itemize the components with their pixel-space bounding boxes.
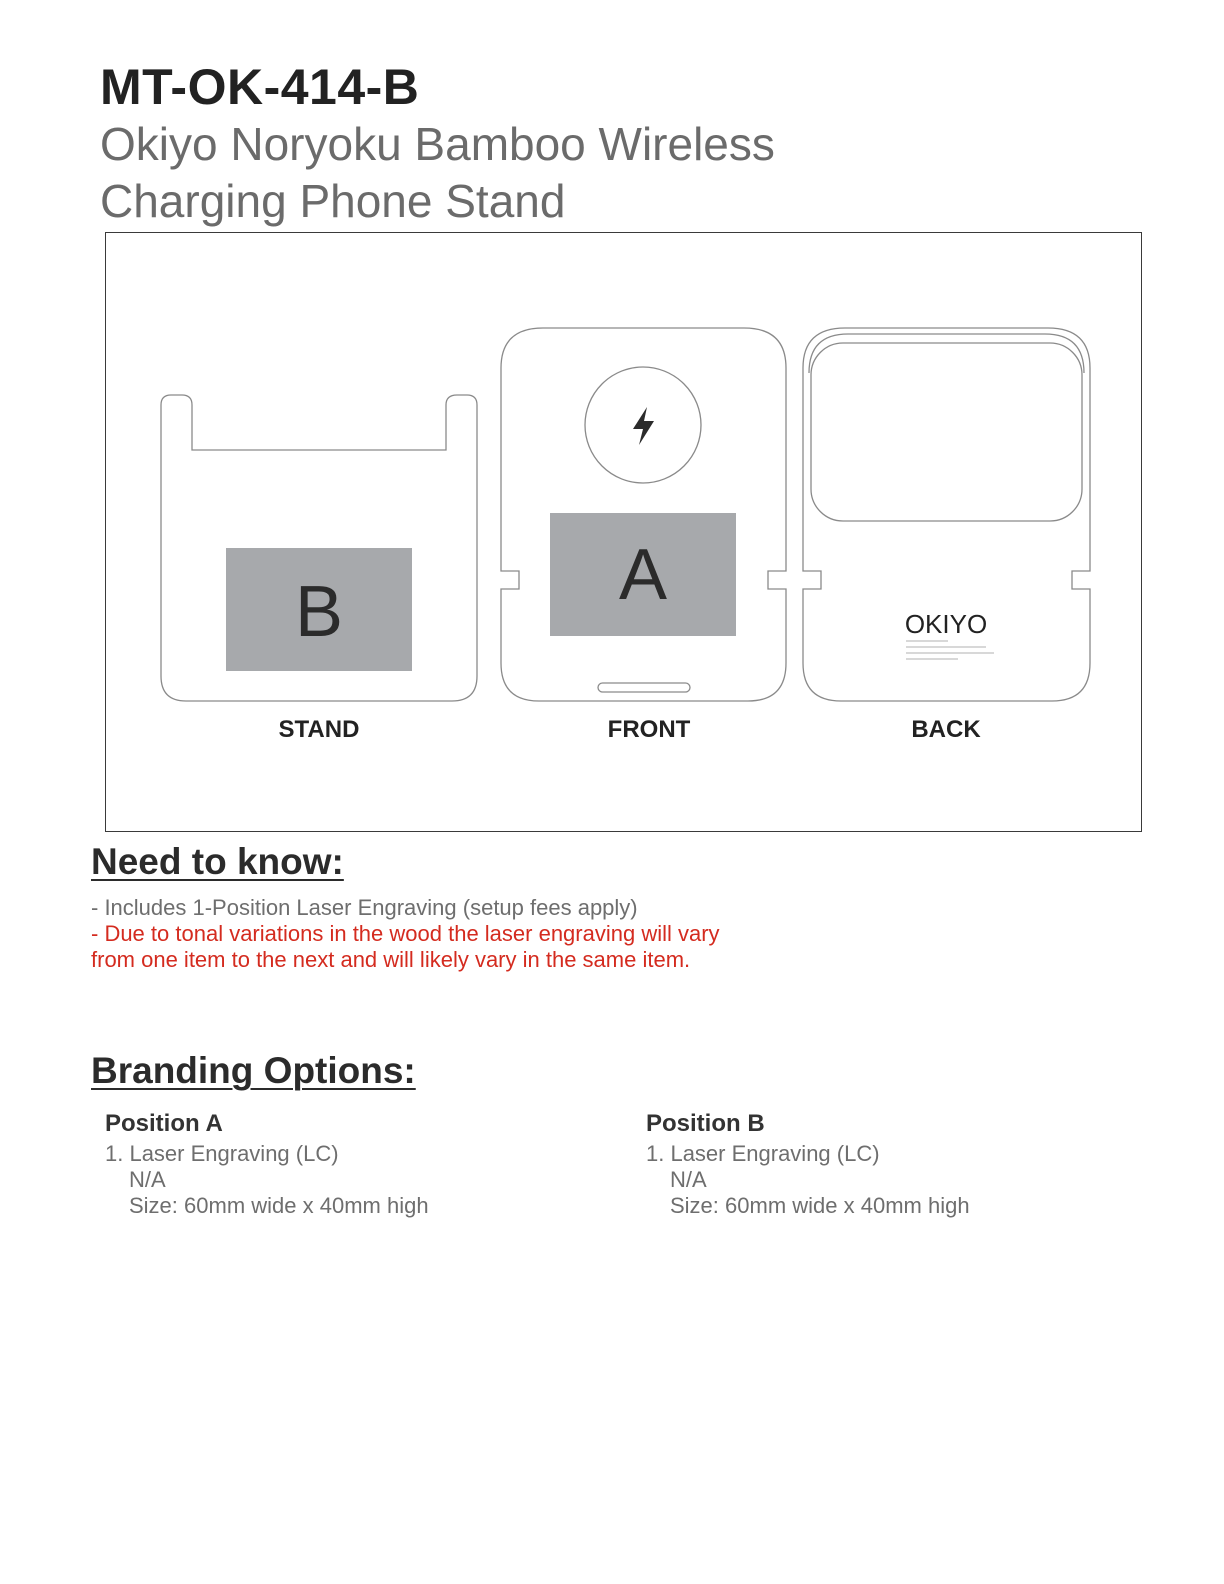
stand-view xyxy=(161,395,477,701)
back-view xyxy=(803,328,1090,701)
product-drawing-frame xyxy=(105,232,1142,832)
note-tonal-variation-line-1: - Due to tonal variations in the wood the laser engraving will vary xyxy=(91,921,720,946)
product-sku: MT-OK-414-B xyxy=(100,59,420,115)
back-brand-logo: OKIYO xyxy=(904,609,988,639)
branding-position-a xyxy=(105,1110,525,1219)
view-label-stand: STAND xyxy=(278,716,360,743)
view-label-front: FRONT xyxy=(607,716,691,743)
product-title-line-1: Okiyo Noryoku Bamboo Wireless xyxy=(100,118,775,170)
need-to-know-heading: Need to know: xyxy=(91,841,344,882)
position-a-title: Position A xyxy=(105,1110,223,1137)
back-inner-rim xyxy=(809,334,1084,373)
note-setup-fees: - Includes 1-Position Laser Engraving (setup fees apply) xyxy=(91,895,638,920)
branding-position-b xyxy=(646,1110,1066,1219)
front-view xyxy=(501,328,786,701)
position-b-colour: N/A xyxy=(670,1167,707,1192)
position-a-method: 1. Laser Engraving (LC) xyxy=(105,1141,339,1166)
position-a-colour: N/A xyxy=(129,1167,166,1192)
view-label-back: BACK xyxy=(911,716,981,743)
stand-slot xyxy=(598,683,690,692)
back-outline xyxy=(803,328,1090,701)
need-to-know-notes xyxy=(91,895,720,973)
product-line-drawing xyxy=(106,233,1143,833)
engraving-label-b: B xyxy=(294,572,344,652)
product-title xyxy=(100,116,775,230)
position-b-size: Size: 60mm wide x 40mm high xyxy=(670,1193,970,1218)
phone-rest-panel xyxy=(811,343,1082,521)
engraving-label-a: A xyxy=(618,535,668,615)
branding-options-heading: Branding Options: xyxy=(91,1050,416,1091)
note-tonal-variation-line-2: from one item to the next and will likely vary in the same item. xyxy=(91,947,691,972)
back-spec-lines xyxy=(906,641,994,659)
product-title-line-2: Charging Phone Stand xyxy=(100,175,566,227)
position-b-title: Position B xyxy=(646,1110,765,1137)
position-b-method: 1. Laser Engraving (LC) xyxy=(646,1141,880,1166)
lightning-bolt-icon xyxy=(633,407,654,445)
position-a-size: Size: 60mm wide x 40mm high xyxy=(129,1193,429,1218)
